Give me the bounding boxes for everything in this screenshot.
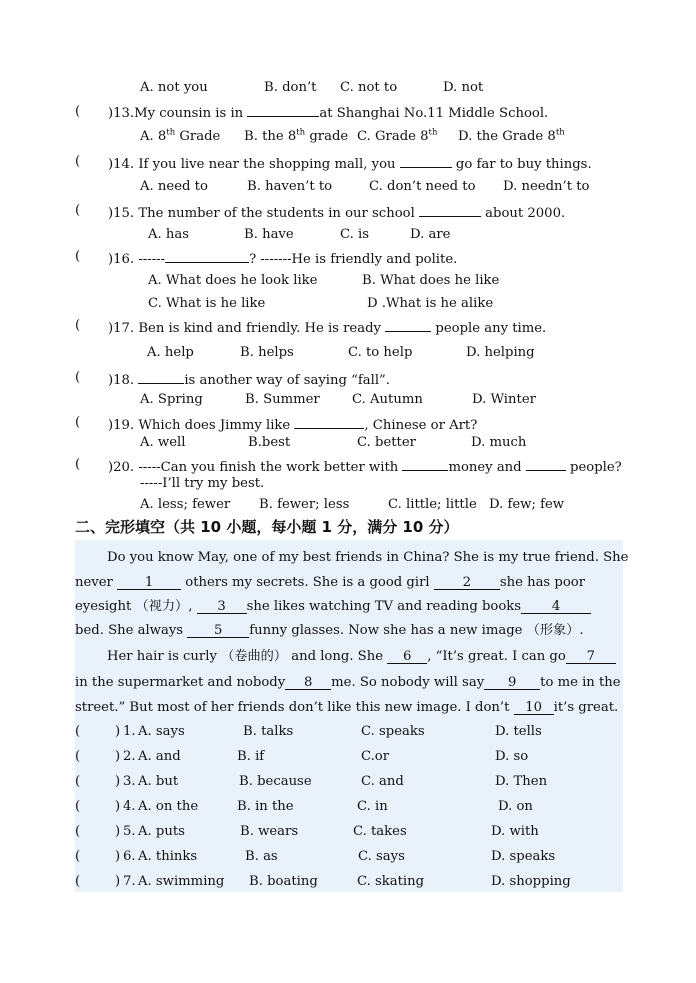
q13-option-a: A. 8th Grade: [140, 127, 221, 144]
q19-answer-blank[interactable]: [294, 414, 364, 429]
q19-option-b: B.best: [248, 435, 291, 450]
q14-paren: (: [75, 154, 81, 169]
q15-paren: (: [75, 203, 81, 218]
q19-option-d: D. much: [471, 435, 527, 450]
q20-option-c: C. little; little: [388, 497, 477, 512]
q12-option-c: C. not to: [340, 80, 398, 95]
passage-line-5: Her hair is curly （卷曲的） and long. She 6 , “It’s great. I can go 7: [107, 648, 616, 666]
q17-answer-blank[interactable]: [385, 317, 431, 332]
q13-option-d: D. the Grade 8th: [458, 127, 565, 144]
q17-option-c: C. to help: [348, 345, 413, 360]
cloze-blank-6[interactable]: 6: [387, 649, 427, 664]
passage-line-7: street.” But most of her friends don’t like this new image. I don’t 10 it’s great.: [75, 700, 619, 715]
q13-option-c: C. Grade 8th: [357, 127, 438, 144]
q16-option-d: D .What is he alike: [367, 296, 494, 311]
cloze-blank-4[interactable]: 4: [521, 599, 591, 614]
q13-stem: [108, 102, 548, 123]
q20-option-a: A. less; fewer: [140, 497, 231, 512]
q16-option-c: C. What is he like: [148, 296, 266, 311]
q13-answer-blank[interactable]: [247, 102, 319, 117]
q17-option-b: B. helps: [240, 345, 294, 360]
q20-option-b: B. fewer; less: [259, 497, 350, 512]
q15-option-c: C. is: [340, 227, 369, 242]
q16-stem: )16. ------ ? -------He is friendly and polite.: [108, 248, 457, 269]
q16-option-a: A. What does he look like: [148, 273, 318, 288]
q19-option-a: A. well: [140, 435, 186, 450]
q14-option-b: B. haven’t to: [247, 179, 333, 194]
q15-answer-blank[interactable]: [419, 202, 481, 217]
q20-stem: )20. -----Can you finish the work better with money and people?: [108, 456, 622, 477]
q14-option-d: D. needn’t to: [503, 179, 590, 194]
q15-stem: )15. The number of the students in our school about 2000.: [108, 202, 565, 223]
q13-option-b: B. the 8th grade: [244, 127, 349, 144]
cloze-blank-3[interactable]: 3: [197, 599, 247, 614]
cloze-blank-5[interactable]: 5: [187, 623, 249, 638]
cloze-blank-7[interactable]: 7: [566, 649, 616, 664]
passage-line-1: Do you know May, one of my best friends in China? She is my true friend. She: [107, 550, 629, 565]
q13-post: at Shanghai No.11 Middle School.: [319, 106, 549, 121]
q13-paren: (: [75, 104, 81, 119]
q15-option-b: B. have: [244, 227, 294, 242]
q16-answer-blank[interactable]: [165, 248, 249, 263]
q20-blank-1[interactable]: [402, 456, 448, 471]
q18-option-d: D. Winter: [472, 392, 536, 407]
q20-option-d: D. few; few: [489, 497, 565, 512]
q17-stem: )17. Ben is kind and friendly. He is ready people any time.: [108, 317, 546, 338]
q20-blank-2[interactable]: [526, 456, 566, 471]
q14-option-c: C. don’t need to: [369, 179, 476, 194]
q12-option-a: A. not you: [140, 80, 208, 95]
q18-answer-blank[interactable]: [138, 369, 184, 384]
q15-option-a: A. has: [148, 227, 190, 242]
q18-option-b: B. Summer: [245, 392, 320, 407]
q13-paren-close: ): [108, 106, 114, 121]
cloze-blank-1[interactable]: 1: [117, 575, 181, 590]
q18-paren: (: [75, 370, 81, 385]
q13-num: 13.: [113, 106, 135, 121]
q18-stem: )18. is another way of saying “fall”.: [108, 369, 390, 390]
q18-option-c: C. Autumn: [352, 392, 423, 407]
q14-stem: )14. If you live near the shopping mall, you go far to buy things.: [108, 153, 592, 174]
q19-paren: (: [75, 415, 81, 430]
q12-option-d: D. not: [443, 80, 484, 95]
passage-line-6: in the supermarket and nobody 8 me. So nobody will say 9 to me in the: [75, 675, 621, 690]
cloze-blank-2[interactable]: 2: [434, 575, 500, 590]
q12-option-b: B. don’t: [264, 80, 317, 95]
passage-line-4: bed. She always 5 funny glasses. Now she has a new image （形象）.: [75, 623, 584, 638]
q13-pre: My counsin is in: [134, 106, 248, 121]
q17-option-a: A. help: [147, 345, 194, 360]
q16-option-b: B. What does he like: [362, 273, 500, 288]
q19-stem: )19. Which does Jimmy like , Chinese or Art?: [108, 414, 477, 435]
q14-option-a: A. need to: [140, 179, 208, 194]
q15-option-d: D. are: [410, 227, 451, 242]
q14-answer-blank[interactable]: [400, 153, 452, 168]
section-heading: 二、完形填空（共 10 小题，每小题 1 分，满分 10 分）: [75, 518, 459, 536]
passage-line-2: never 1 others my secrets. She is a good girl 2 she has poor: [75, 575, 586, 590]
passage-line-3: eyesight （视力）, 3 she likes watching TV and reading books 4: [75, 598, 591, 616]
cloze-blank-10[interactable]: 10: [514, 700, 554, 715]
q20-line2: -----I’ll try my best.: [140, 476, 265, 491]
q16-paren: (: [75, 249, 81, 264]
q18-option-a: A. Spring: [140, 392, 203, 407]
cloze-blank-8[interactable]: 8: [285, 675, 331, 690]
cloze-blank-9[interactable]: 9: [484, 675, 540, 690]
q19-option-c: C. better: [357, 435, 416, 450]
q17-paren: (: [75, 318, 81, 333]
q17-option-d: D. helping: [466, 345, 535, 360]
q20-paren: (: [75, 457, 81, 472]
